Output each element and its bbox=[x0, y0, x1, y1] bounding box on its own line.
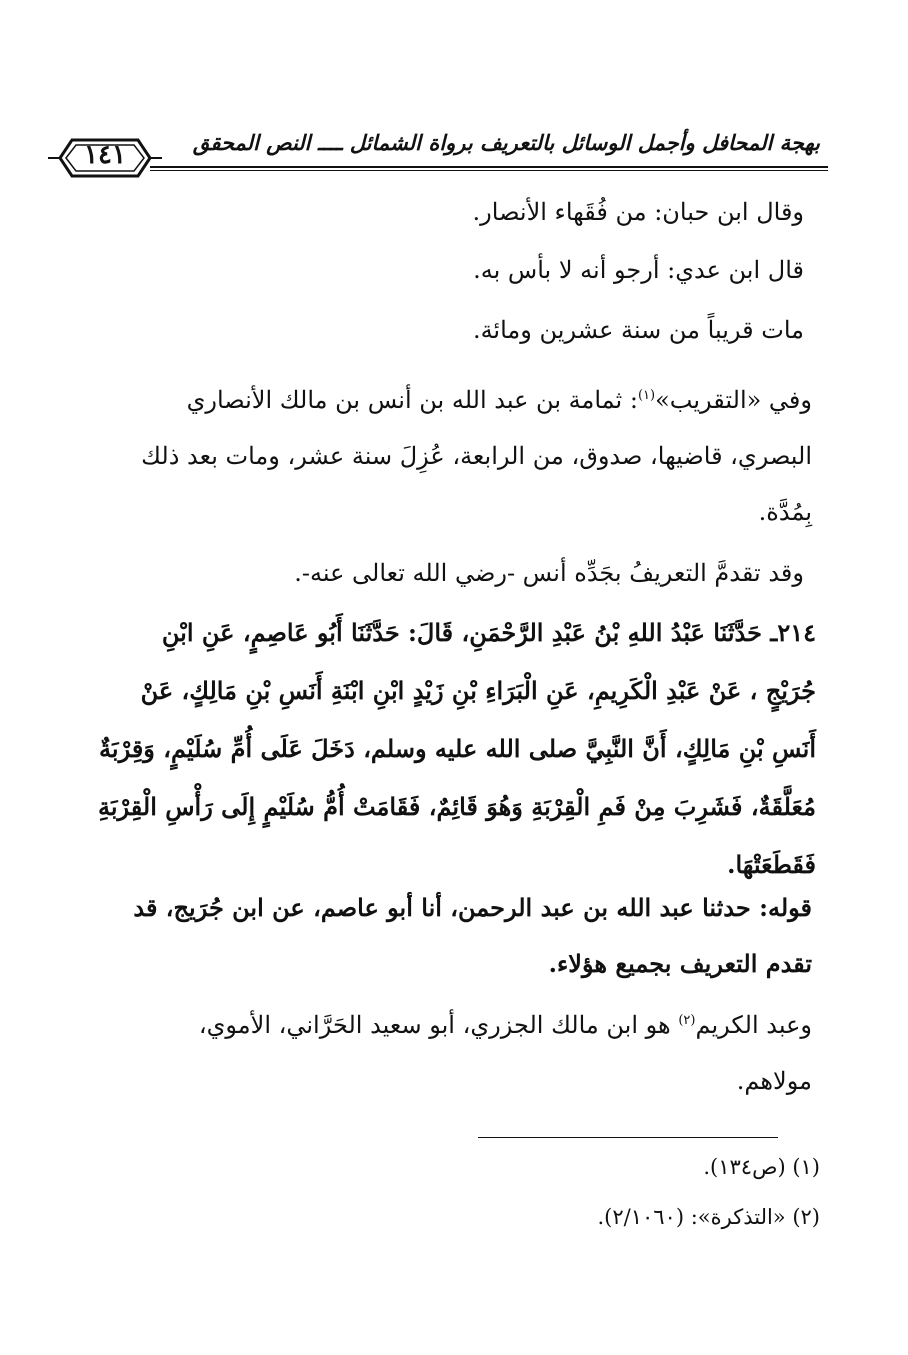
hadith-line: فَقَطَعَتْهَا. bbox=[727, 850, 816, 879]
text-line: مولاهم. bbox=[736, 1067, 812, 1095]
paragraph-ibn-hibban bbox=[104, 184, 804, 240]
page-number: ١٤١ bbox=[84, 140, 126, 170]
hadith-line: ٢١٤ـ حَدَّثَنَا عَبْدُ اللهِ بْنُ عَبْدِ الرَّحْمَنِ، قَالَ: حَدَّثَنَا أَبُو عَاصِمٍ، عَنِ ابْنِ bbox=[161, 618, 816, 647]
text-segment: : ثمامة بن عبد الله بن أنس بن مالك الأنصاري bbox=[186, 386, 638, 414]
text-line bbox=[92, 372, 812, 428]
text-segment: وفي «التقريب» bbox=[655, 386, 812, 414]
footnote-1: (١) (ص١٣٤). bbox=[703, 1155, 820, 1179]
hadith-line: أَنَسِ بْنِ مَالِكٍ، أَنَّ النَّبِيَّ صلى الله عليه وسلم، دَخَلَ عَلَى أُمِّ سُلَيْمٍ، وَقِرْبَةٌ bbox=[99, 734, 816, 763]
text-line: وقد تقدمَّ التعريفُ بجَدِّه أنس -رضي الله تعالى عنه-. bbox=[294, 559, 804, 587]
footnote-2: (٢) «التذكرة»: (٢/١٠٦٠). bbox=[597, 1205, 820, 1229]
text-segment: وعبد الكريم bbox=[695, 1011, 812, 1039]
footnote-rule bbox=[478, 1137, 778, 1138]
commentary-line: تقدم التعريف بجميع هؤلاء. bbox=[548, 949, 812, 978]
hadith-214 bbox=[92, 604, 816, 894]
text-line: قال ابن عدي: أرجو أنه لا بأس به. bbox=[473, 256, 804, 284]
text-line bbox=[92, 997, 812, 1053]
text-line: وقال ابن حبان: من فُقَهاء الأنصار. bbox=[472, 198, 804, 226]
paragraph-ibn-adi bbox=[104, 242, 804, 298]
commentary-paragraph bbox=[92, 880, 812, 992]
hadith-line: جُرَيْجٍ ، عَنْ عَبْدِ الْكَرِيمِ، عَنِ الْبَرَاءِ بْنِ زَيْدٍ ابْنِ ابْنَةِ أَنَسِ بْنِ مَالِكٍ، عَنْ bbox=[140, 676, 816, 705]
commentary-line: قوله: حدثنا عبد الله بن عبد الرحمن، أنا أبو عاصم، عن ابن جُرَيج، قد bbox=[133, 893, 812, 922]
text-line: بِمُدَّة. bbox=[758, 498, 812, 526]
hadith-line: مُعَلَّقَةٌ، فَشَرِبَ مِنْ فَمِ الْقِرْبَةِ وَهُوَ قَائِمٌ، فَقَامَتْ أُمُّ سُلَيْمٍ إِلَى رَأْسِ الْقِرْبَةِ bbox=[97, 792, 816, 821]
paragraph-abd-al-karim bbox=[92, 997, 812, 1109]
header-rule bbox=[150, 166, 828, 171]
paragraph-anas-reference bbox=[104, 545, 804, 601]
paragraph-taqrib bbox=[92, 372, 812, 540]
text-segment: هو ابن مالك الجزري، أبو سعيد الحَرَّاني، الأموي، bbox=[198, 1011, 679, 1039]
text-line: مات قريباً من سنة عشرين ومائة. bbox=[472, 316, 804, 344]
footnote-ref: (٢) bbox=[678, 1013, 696, 1028]
paragraph-death-date bbox=[104, 302, 804, 358]
running-header-title: بهجة المحافل وأجمل الوسائل بالتعريف برواة الشمائل ــــ النص المحقق bbox=[192, 130, 820, 155]
footnote-ref: (١) bbox=[637, 388, 656, 403]
text-line: البصري، قاضيها، صدوق، من الرابعة، عُزِلَ سنة عشر، ومات بعد ذلك bbox=[141, 442, 812, 470]
